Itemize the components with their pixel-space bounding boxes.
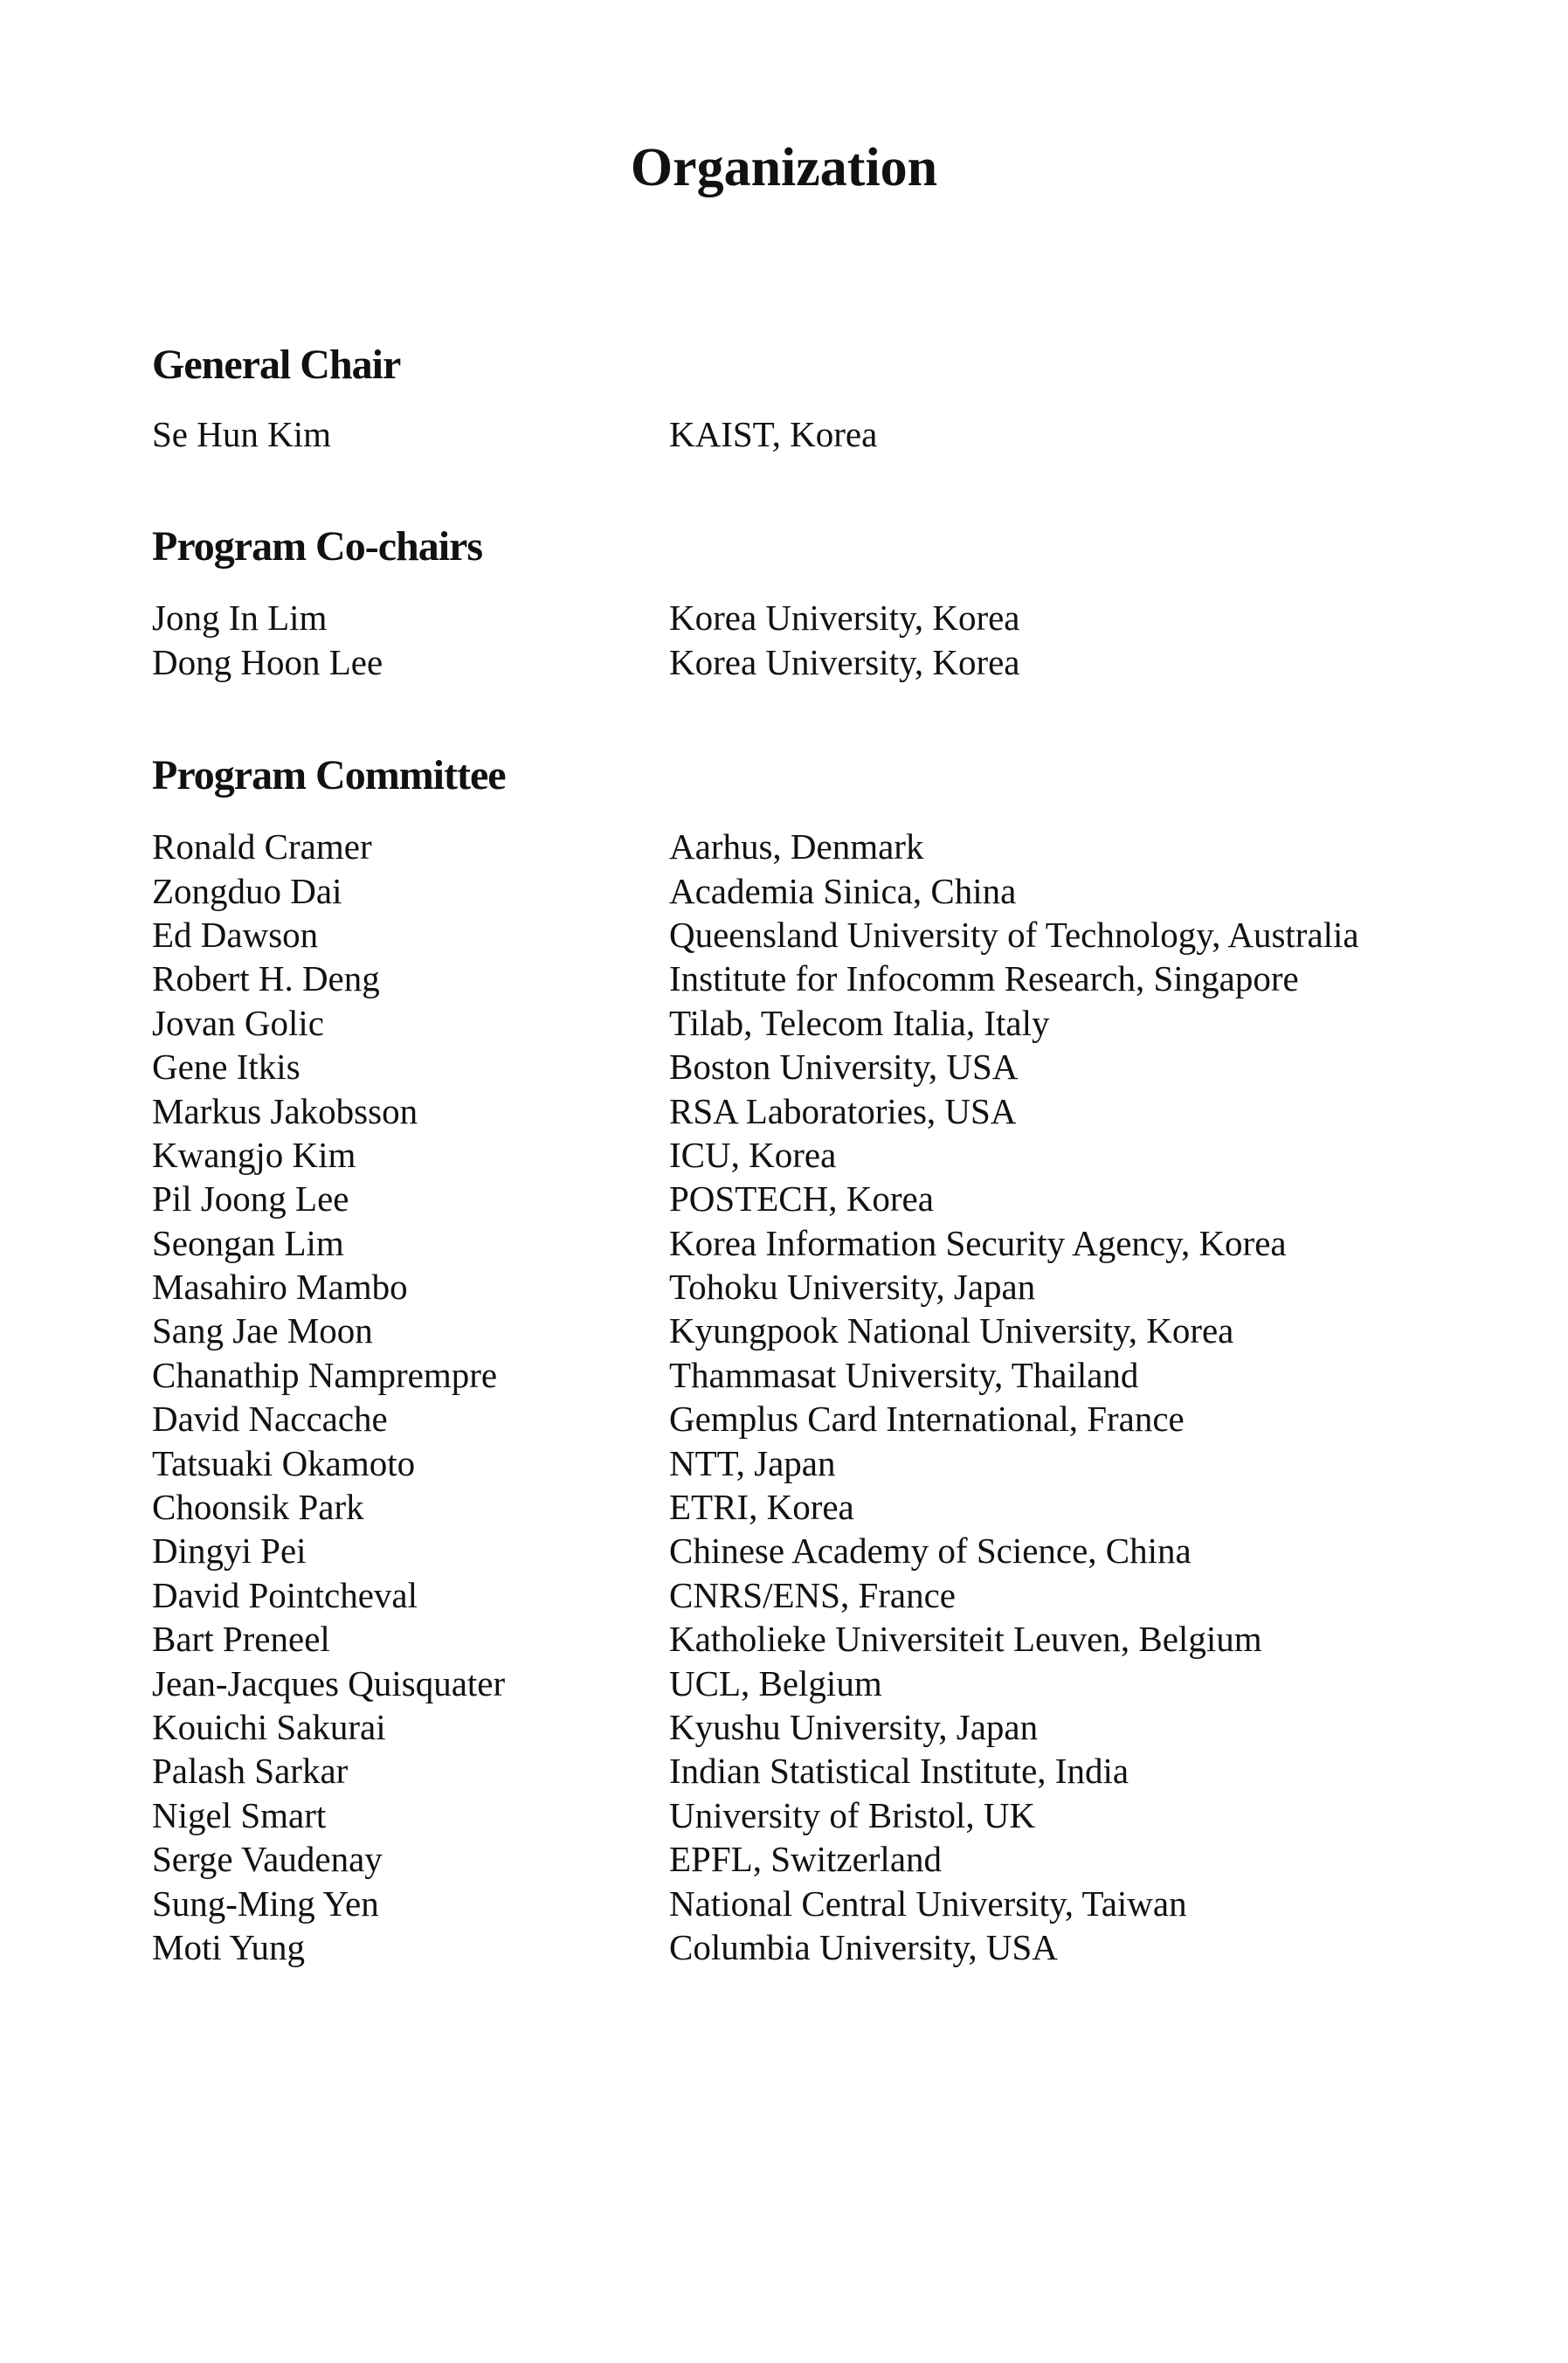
member-affiliation: KAIST, Korea	[669, 414, 878, 455]
member-name: Gene Itkis	[152, 1047, 300, 1088]
member-affiliation: UCL, Belgium	[669, 1662, 882, 1703]
program-cochairs-section	[152, 521, 1462, 682]
member-affiliation: Academia Sinica, China	[669, 870, 1017, 911]
member-affiliation: EPFL, Switzerland	[669, 1839, 943, 1880]
member-name: Kouichi Sakurai	[152, 1707, 386, 1747]
member-affiliation: Korea University, Korea	[669, 641, 1020, 682]
program-cochairs-list	[152, 596, 1462, 684]
member-name: Serge Vaudenay	[152, 1839, 383, 1880]
member-row	[152, 1397, 1462, 1441]
member-affiliation: Korea University, Korea	[669, 598, 1020, 639]
member-row	[152, 1881, 1462, 1924]
member-affiliation: Tohoku University, Japan	[669, 1267, 1036, 1308]
member-name: Sung-Ming Yen	[152, 1883, 379, 1924]
member-row	[152, 639, 1462, 683]
member-affiliation: Indian Statistical Institute, India	[669, 1751, 1129, 1792]
program-committee-section	[152, 750, 1462, 1967]
member-affiliation: Thammasat University, Thailand	[669, 1354, 1139, 1395]
member-name: Bart Preneel	[152, 1619, 330, 1660]
member-row	[152, 1133, 1462, 1177]
member-name: Ed Dawson	[152, 914, 319, 955]
member-row	[152, 1045, 1462, 1088]
member-name: David Naccache	[152, 1399, 388, 1440]
member-affiliation: Columbia University, USA	[669, 1926, 1058, 1967]
general-chair-list	[152, 412, 1462, 456]
member-affiliation: Institute for Infocomm Research, Singapore	[669, 958, 1299, 999]
member-row	[152, 596, 1462, 639]
member-row	[152, 1265, 1462, 1309]
program-committee-heading: Program Committee	[152, 752, 506, 798]
member-row	[152, 957, 1462, 1000]
member-name: David Pointcheval	[152, 1574, 418, 1615]
member-name: Seongan Lim	[152, 1222, 344, 1263]
member-affiliation: University of Bristol, UK	[669, 1794, 1036, 1835]
member-name: Jean-Jacques Quisquater	[152, 1662, 506, 1703]
member-affiliation: Gemplus Card International, France	[669, 1399, 1185, 1440]
member-name: Dingyi Pei	[152, 1530, 307, 1572]
member-name: Markus Jakobsson	[152, 1090, 418, 1131]
member-name: Choonsik Park	[152, 1487, 364, 1528]
member-affiliation: Korea Information Security Agency, Korea	[669, 1222, 1287, 1263]
member-name: Robert H. Deng	[152, 958, 380, 999]
member-affiliation: ICU, Korea	[669, 1134, 837, 1175]
member-row	[152, 1441, 1462, 1484]
member-row	[152, 1925, 1462, 1969]
program-committee-list	[152, 825, 1462, 1969]
member-row	[152, 412, 1462, 456]
member-name: Ronald Cramer	[152, 826, 372, 867]
member-row	[152, 1793, 1462, 1837]
member-affiliation: Chinese Academy of Science, China	[669, 1530, 1192, 1572]
general-chair-heading: General Chair	[152, 342, 401, 388]
member-row	[152, 1001, 1462, 1045]
member-name: Pil Joong Lee	[152, 1178, 349, 1220]
page-title: Organization	[630, 138, 938, 197]
member-row	[152, 1088, 1462, 1132]
member-name: Nigel Smart	[152, 1794, 327, 1835]
member-row	[152, 1485, 1462, 1529]
member-affiliation: Kyushu University, Japan	[669, 1707, 1039, 1747]
member-affiliation: National Central University, Taiwan	[669, 1883, 1187, 1924]
member-row	[152, 1661, 1462, 1704]
member-affiliation: ETRI, Korea	[669, 1487, 854, 1528]
member-name: Chanathip Namprempre	[152, 1354, 498, 1395]
member-row	[152, 868, 1462, 912]
member-affiliation: RSA Laboratories, USA	[669, 1090, 1017, 1131]
member-row	[152, 1221, 1462, 1265]
member-row	[152, 1529, 1462, 1572]
member-row	[152, 825, 1462, 868]
member-name: Zongduo Dai	[152, 870, 342, 911]
member-affiliation: CNRS/ENS, France	[669, 1574, 956, 1615]
member-name: Sang Jae Moon	[152, 1310, 373, 1351]
general-chair-section	[152, 339, 1462, 455]
member-name: Masahiro Mambo	[152, 1267, 408, 1308]
member-name: Dong Hoon Lee	[152, 641, 383, 682]
member-row	[152, 1617, 1462, 1661]
member-name: Jovan Golic	[152, 1002, 324, 1043]
member-row	[152, 1749, 1462, 1793]
member-name: Palash Sarkar	[152, 1751, 349, 1792]
member-row	[152, 1837, 1462, 1881]
member-affiliation: NTT, Japan	[669, 1442, 836, 1483]
member-row	[152, 1309, 1462, 1352]
member-name: Jong In Lim	[152, 598, 328, 639]
member-row	[152, 1705, 1462, 1749]
member-affiliation: Kyungpook National University, Korea	[669, 1310, 1234, 1351]
member-affiliation: Aarhus, Denmark	[669, 826, 924, 867]
member-affiliation: Katholieke Universiteit Leuven, Belgium	[669, 1619, 1262, 1660]
program-cochairs-heading: Program Co-chairs	[152, 523, 483, 570]
member-name: Tatsuaki Okamoto	[152, 1442, 416, 1483]
member-row	[152, 1177, 1462, 1220]
member-affiliation: POSTECH, Korea	[669, 1178, 934, 1220]
member-affiliation: Boston University, USA	[669, 1047, 1019, 1088]
member-name: Kwangjo Kim	[152, 1134, 356, 1175]
member-row	[152, 1353, 1462, 1397]
member-affiliation: Queensland University of Technology, Australia	[669, 914, 1359, 955]
member-name: Moti Yung	[152, 1926, 306, 1967]
member-row	[152, 1573, 1462, 1617]
member-row	[152, 913, 1462, 957]
member-name: Se Hun Kim	[152, 414, 331, 455]
member-affiliation: Tilab, Telecom Italia, Italy	[669, 1002, 1050, 1043]
